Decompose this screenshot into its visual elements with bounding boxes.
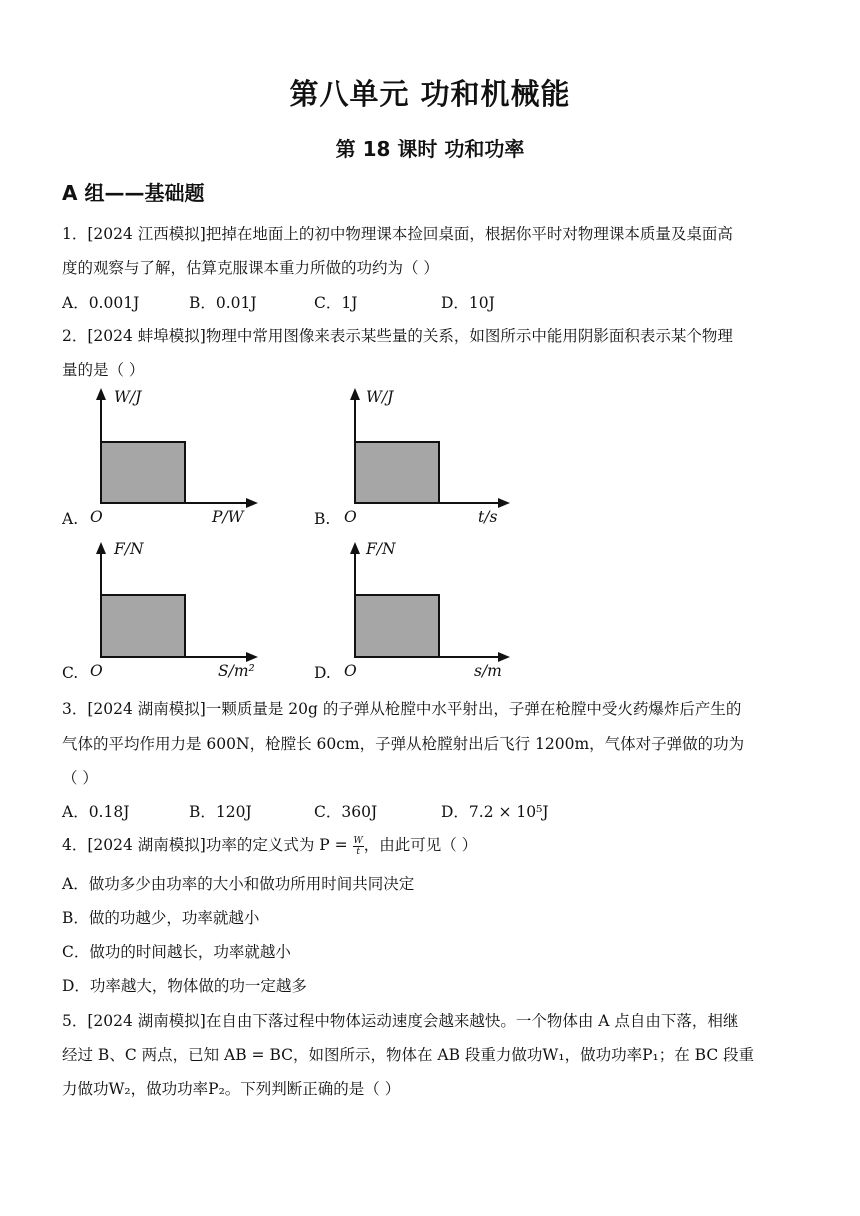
q1-stem-line1: 1．[2024 江西模拟]把掉在地面上的初中物理课本捡回桌面，根据你平时对物理课本质量及桌面高 — [62, 225, 733, 243]
q4-option-a[interactable]: A．做功多少由功率的大小和做功所用时间共同决定 — [62, 875, 415, 893]
graph-b-shaded-area — [355, 442, 439, 503]
graph-d-origin: O — [344, 662, 357, 680]
q4-stem-end: ，由此可见（ ） — [363, 836, 478, 854]
q5-stem-line1: 5．[2024 湖南模拟]在自由下落过程中物体运动速度会越来越快。一个物体由 A 点自由下落，相继 — [62, 1012, 739, 1030]
graph-d-ylabel: F/N — [366, 540, 396, 558]
graph-b-origin: O — [344, 508, 357, 526]
graph-b-axes — [314, 386, 514, 526]
q4-option-c[interactable]: C．做功的时间越长，功率就越小 — [62, 943, 291, 961]
graph-a-axes — [62, 386, 262, 526]
q4-stem-start: 4．[2024 湖南模拟]功率的定义式为 P = — [62, 836, 353, 854]
q1-stem-line2: 度的观察与了解，估算克服课本重力所做的功约为（ ） — [62, 259, 439, 277]
lesson-subtitle: 第 18 课时 功和功率 — [335, 137, 525, 161]
q4-stem — [62, 833, 477, 857]
q1-option-b[interactable]: B．0.01J — [189, 294, 257, 312]
q3-option-d[interactable]: D．7.2 × 10⁵J — [441, 803, 549, 821]
graph-d-axes — [314, 540, 514, 680]
q5-stem-line3: 力做功W₂，做功功率P₂。下列判断正确的是（ ） — [62, 1080, 401, 1098]
graph-c-origin: O — [90, 662, 103, 680]
q4-option-d[interactable]: D．功率越大，物体做的功一定越多 — [62, 977, 307, 995]
q1-option-c[interactable]: C．1J — [314, 294, 358, 312]
page-title: 第八单元 功和机械能 — [289, 77, 571, 111]
q4-frac-denominator: t — [356, 846, 360, 857]
graph-c-axes — [62, 540, 262, 680]
graph-a-label: A. — [62, 510, 79, 528]
graph-c-label: C. — [62, 664, 79, 682]
graph-a-xlabel: P/W — [212, 508, 244, 526]
graph-c-ylabel: F/N — [114, 540, 144, 558]
graph-d-shaded-area — [355, 595, 439, 657]
q3-option-a[interactable]: A．0.18J — [62, 803, 130, 821]
q4-power-formula — [353, 836, 364, 857]
graph-a-origin: O — [90, 508, 103, 526]
q1-option-a[interactable]: A．0.001J — [62, 294, 140, 312]
graph-b-xlabel: t/s — [478, 508, 498, 526]
graph-b-label: B. — [314, 510, 331, 528]
q3-option-c[interactable]: C．360J — [314, 803, 378, 821]
q2-stem-line1: 2．[2024 蚌埠模拟]物理中常用图像来表示某些量的关系，如图所示中能用阴影面积表示某个物理 — [62, 327, 733, 345]
graph-c[interactable] — [62, 540, 262, 680]
q2-stem-line2: 量的是（ ） — [62, 361, 145, 379]
q4-frac-numerator: W — [353, 835, 363, 846]
graph-d-xlabel: s/m — [474, 662, 502, 680]
graph-a-ylabel: W/J — [114, 388, 142, 406]
graph-d[interactable] — [314, 540, 514, 680]
graph-d-label: D. — [314, 664, 331, 682]
q5-stem-line2: 经过 B、C 两点，已知 AB = BC，如图所示，物体在 AB 段重力做功W₁，做功功率P₁；在 BC 段重 — [62, 1046, 755, 1064]
graph-b[interactable] — [314, 386, 514, 526]
graph-a-shaded-area — [101, 442, 185, 503]
section-heading: A 组——基础题 — [62, 181, 205, 205]
graph-a[interactable] — [62, 386, 262, 526]
q3-stem-line2: 气体的平均作用力是 600N，枪膛长 60cm，子弹从枪膛射出后飞行 1200m，气体对子弹做的功为 — [62, 735, 745, 753]
graph-c-xlabel: S/m² — [218, 662, 255, 680]
graph-c-shaded-area — [101, 595, 185, 657]
q1-options — [62, 291, 495, 313]
q3-stem-line3: （ ） — [62, 769, 98, 787]
q3-options — [62, 800, 549, 822]
q3-option-b[interactable]: B．120J — [189, 803, 252, 821]
q1-option-d[interactable]: D．10J — [441, 294, 495, 312]
q4-option-b[interactable]: B．做的功越少，功率就越小 — [62, 909, 260, 927]
graph-b-ylabel: W/J — [366, 388, 394, 406]
q3-stem-line1: 3．[2024 湖南模拟]一颗质量是 20g 的子弹从枪膛中水平射出，子弹在枪膛中受火药爆炸后产生的 — [62, 700, 742, 718]
